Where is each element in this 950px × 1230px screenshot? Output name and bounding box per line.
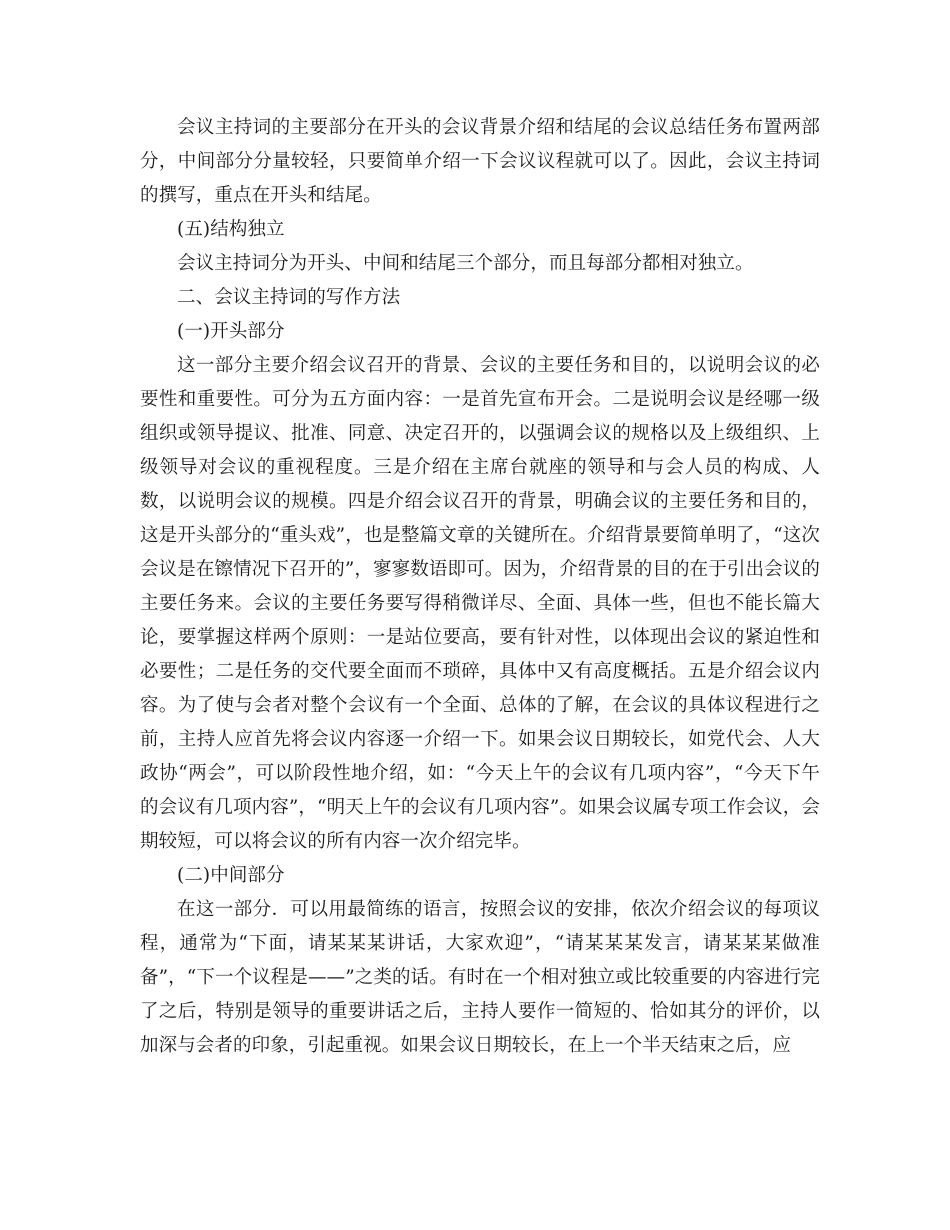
- heading-writing-methods: 二、会议主持词的写作方法: [177, 287, 401, 308]
- paragraph-opening-content: 这一部分主要介绍会议召开的背景、会议的主要任务和目的，以说明会议的必要性和重要性。可分为五方面内容：一是首先宣布开会。二是说明会议是经哪一级组织或领导提议、批准、同意、决定召开的，以强调会议的规格以及上级组织、上级领导对会议的重视程度。三是介绍在主席台就座的领导和与会人员的构成、人数，以说明会议的规模。四是介绍会议召开的背景，明确会议的主要任务和目的，这是开头部分的“重头戏”，也是整篇文章的关键所在。介绍背景要简单明了，“这次会议是在镲情况下召开的”，寥寥数语即可。因为，介绍背景的目的在于引出会议的主要任务来。会议的主要任务要写得稍微详尽、全面、具体一些，但也不能长篇大论，要掌握这样两个原则：一是站位要高，要有针对性，以体现出会议的紧迫性和必要性；二是任务的交代要全面而不琐碎，具体中又有高度概括。五是介绍会议内容。为了使与会者对整个会议有一个全面、总体的了解，在会议的具体议程进行之前，主持人应首先将会议内容逐一介绍一下。如果会议日期较长，如党代会、人大政协“两会”，可以阶段性地介绍，如：“今天上午的会议有几项内容”，“今天下午的会议有几项内容”，“明天上午的会议有几项内容”。如果会议属专项工作会议，会期较短，可以将会议的所有内容一次介绍完毕。: [140, 355, 820, 852]
- paragraph-intro-summary: 会议主持词的主要部分在开头的会议背景介绍和结尾的会议总结任务布置两部分，中间部分分量较轻，只要简单介绍一下会议议程就可以了。因此，会议主持词的撰写，重点在开头和结尾。: [140, 117, 820, 206]
- paragraph-structure-parts: 会议主持词分为开头、中间和结尾三个部分，而且每部分都相对独立。: [177, 253, 754, 274]
- heading-opening-section: (一)开头部分: [177, 321, 285, 342]
- heading-structure-independent: (五)结构独立: [177, 219, 285, 240]
- paragraph-middle-content: 在这一部分．可以用最简练的语言，按照会议的安排，依次介绍会议的每项议程，通常为“下面，请某某某讲话，大家欢迎”，“请某某某发言，请某某某做准备”，“下一个议程是——”之类的话。有时在一个相对独立或比较重要的内容进行完了之后，特别是领导的重要讲话之后，主持人要作一简短的、恰如其分的评价，以加深与会者的印象，引起重视。如果会议日期较长，在上一个半天结束之后，应: [140, 899, 820, 1056]
- document-page: [140, 111, 820, 1063]
- heading-middle-section: (二)中间部分: [177, 865, 285, 886]
